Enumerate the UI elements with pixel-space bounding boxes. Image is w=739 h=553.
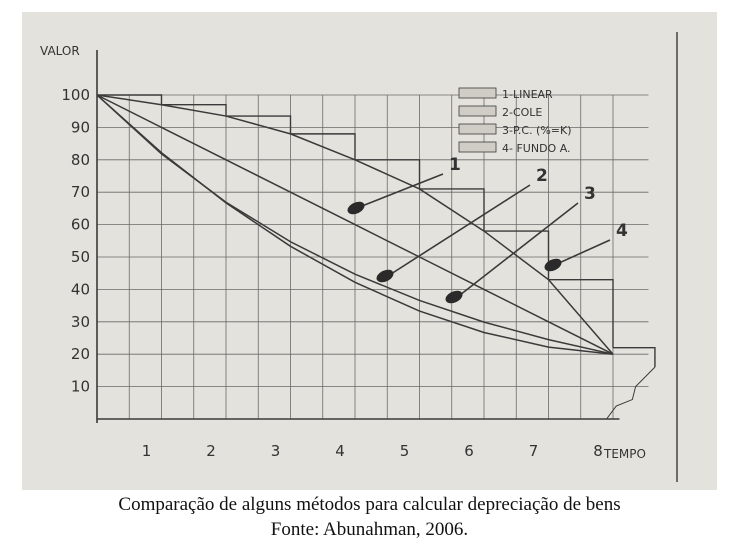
annotation-label: 4: [616, 221, 628, 241]
x-tick-label: 4: [335, 442, 345, 460]
annotation-label: 2: [536, 166, 548, 186]
x-tick-label: 3: [270, 442, 281, 460]
legend: [459, 88, 572, 155]
y-tick-label: 40: [70, 280, 90, 299]
y-tick-label: 80: [70, 150, 90, 169]
y-tick-label: 90: [70, 118, 90, 137]
legend-swatch: [459, 88, 496, 98]
torn-edge: [607, 367, 655, 419]
y-tick-label: 10: [70, 377, 90, 396]
legend-label: 1-LINEAR: [502, 88, 553, 101]
annotation-arrowhead: [346, 199, 367, 217]
annotation-arrowhead: [375, 267, 396, 285]
annotation-arrowhead: [543, 256, 564, 274]
y-tick-label: 30: [70, 312, 90, 331]
annotation-arrow: [460, 203, 578, 295]
annotation-arrow: [362, 174, 443, 206]
figure-source: Fonte: Abunahman, 2006.: [270, 519, 469, 540]
annotation-arrow: [559, 240, 610, 263]
legend-swatch: [459, 106, 496, 116]
depreciation-chart: [22, 12, 717, 490]
x-tick-label: 1: [141, 442, 152, 460]
legend-label: 3-P.C. (%=K): [502, 124, 572, 137]
y-tick-label: 20: [70, 345, 90, 364]
y-axis-label: VALOR: [40, 44, 80, 58]
x-tick-label: 2: [206, 442, 216, 460]
legend-label: 4- FUNDO A.: [502, 142, 571, 155]
y-tick-label: 100: [61, 86, 90, 104]
legend-swatch: [459, 142, 496, 152]
y-tick-label: 50: [70, 248, 90, 266]
x-tick-label: 7: [528, 442, 539, 460]
x-tick-label: 6: [464, 442, 474, 460]
figure-caption: Comparação de alguns métodos para calcular depreciação de bens: [118, 494, 621, 515]
x-axis-label: TEMPO: [604, 447, 646, 461]
y-tick-label: 70: [70, 183, 90, 202]
legend-label: 2-COLE: [502, 106, 543, 119]
annotation-label: 3: [584, 184, 596, 204]
annotation-arrow: [391, 185, 530, 274]
x-tick-label: 8: [593, 442, 603, 460]
legend-swatch: [459, 124, 496, 134]
annotation-label: 1: [449, 155, 461, 175]
residual-step: [613, 348, 655, 367]
x-tick-label: 5: [399, 442, 410, 460]
annotation-arrowhead: [444, 288, 465, 306]
y-tick-label: 60: [70, 215, 90, 234]
